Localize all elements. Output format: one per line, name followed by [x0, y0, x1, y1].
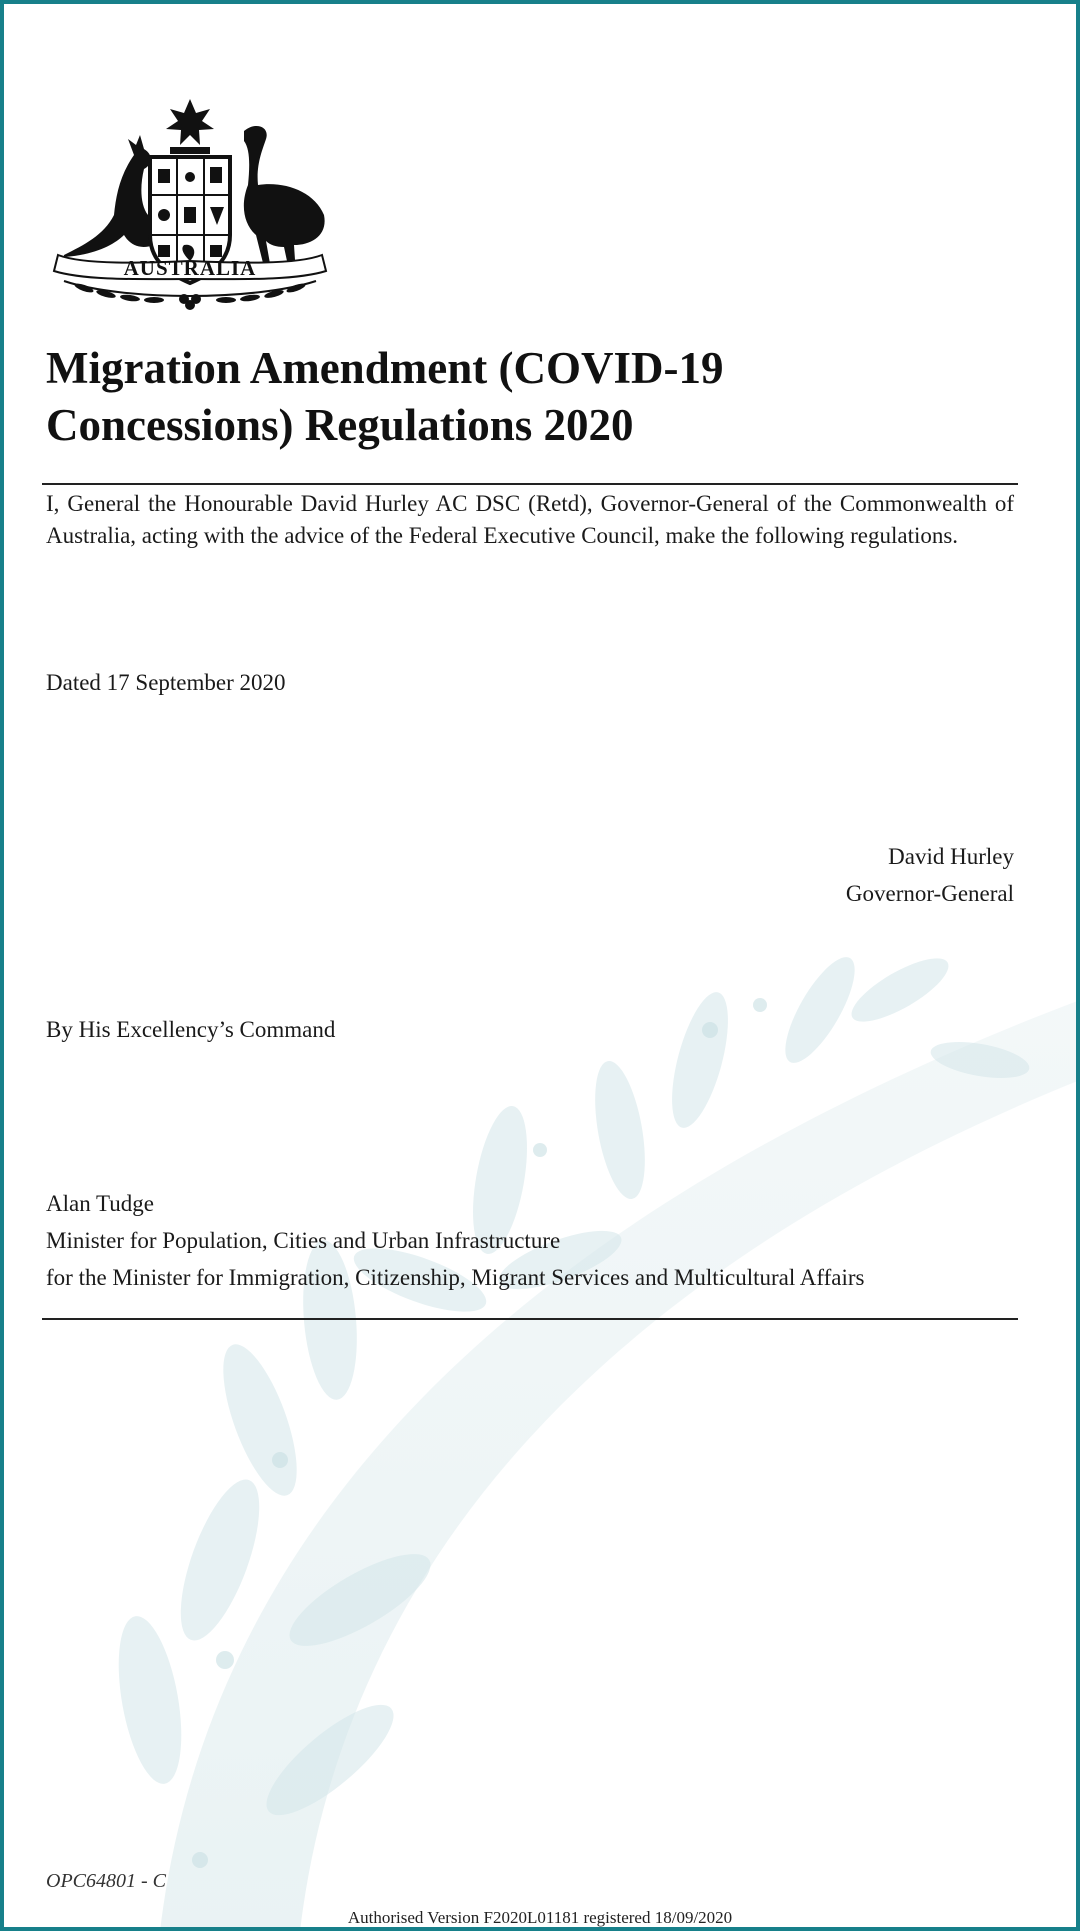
signatory-block	[846, 838, 1014, 912]
minister-block	[46, 1185, 864, 1296]
minister-title: Minister for Population, Cities and Urban Infrastructure	[46, 1228, 561, 1253]
top-divider	[42, 483, 1018, 485]
title-line-2: Concessions) Regulations 2020	[46, 400, 634, 450]
enacting-clause: I, General the Honourable David Hurley AC DSC (Retd), Governor-General of the Commonwealth of Australia, acting with the advice of the Federal Executive Council, make the following regulations.	[46, 491, 1014, 548]
svg-text:AUSTRALIA: AUSTRALIA	[123, 256, 257, 280]
minister-for: for the Minister for Immigration, Citizenship, Migrant Services and Multicultural Affairs	[46, 1265, 865, 1290]
title-line-1: Migration Amendment (COVID-19	[46, 343, 724, 393]
authorised-version-footer: Authorised Version F2020L01181 registered 18/09/2020	[347, 1908, 733, 1927]
minister-name: Alan Tudge	[46, 1191, 154, 1216]
document-id: OPC64801 - C	[46, 1870, 166, 1892]
date-line: Dated 17 September 2020	[46, 670, 286, 695]
page-title	[46, 340, 926, 454]
bottom-divider	[42, 1318, 1018, 1320]
coat-of-arms-logo	[44, 95, 336, 310]
signatory-name: David Hurley	[888, 844, 1014, 869]
signatory-title: Governor-General	[845, 881, 1014, 906]
command-line: By His Excellency’s Command	[46, 1017, 336, 1042]
